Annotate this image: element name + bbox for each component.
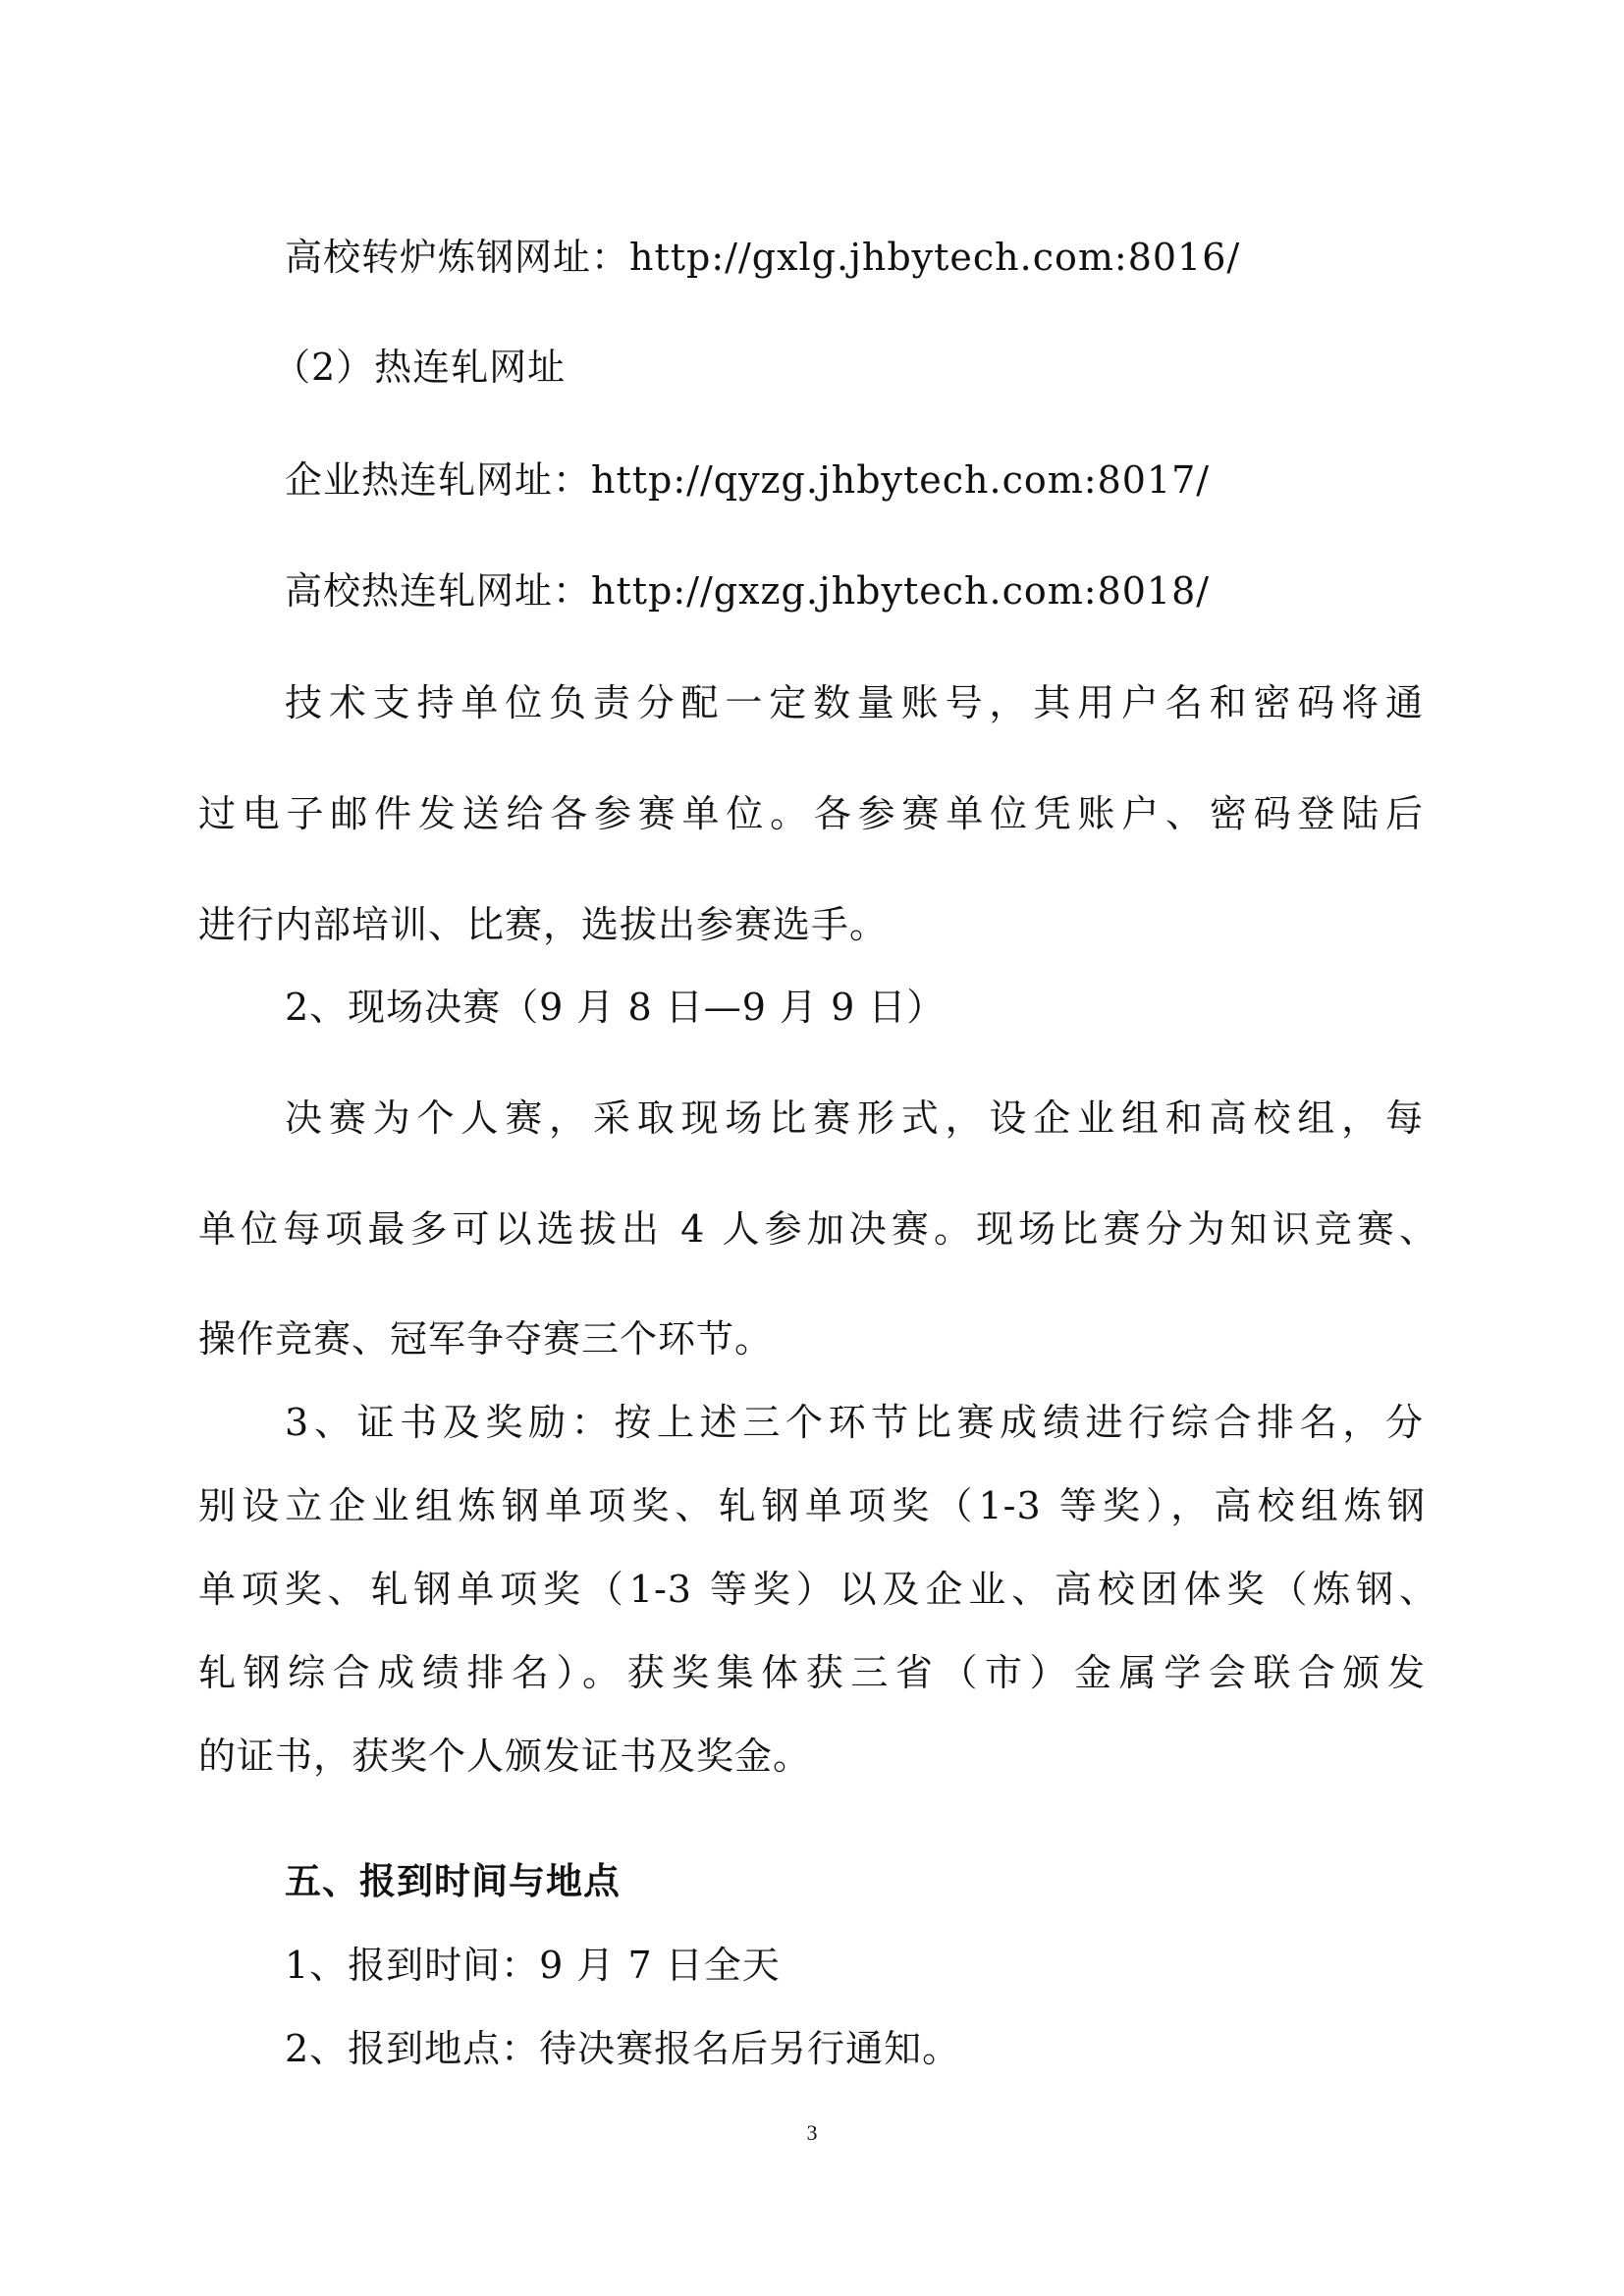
paragraph-text: 决赛为个人赛，采取现场比赛形式，设企业组和高校组，每 xyxy=(285,1096,1424,1140)
url-converter-university: 高校转炉炼钢网址：http://gxlg.jhbytech.com:8016/ xyxy=(285,236,1241,279)
registration-time: 1、报到时间：9 月 7 日全天 xyxy=(285,1944,781,1987)
url-hot-rolling-university: 高校热连轧网址：http://gxzg.jhbytech.com:8018/ xyxy=(285,569,1211,613)
section-finals-title: 2、现场决赛（9 月 8 日—9 月 9 日） xyxy=(285,986,946,1029)
paragraph-accounts-line-1 xyxy=(285,681,1424,724)
url-hot-rolling-enterprise: 企业热连轧网址：http://qyzg.jhbytech.com:8017/ xyxy=(285,458,1211,502)
paragraph-finals-line-1 xyxy=(285,1096,1424,1140)
paragraph-text: 别设立企业组炼钢单项奖、轧钢单项奖（1-3 等奖），高校组炼钢 xyxy=(198,1484,1426,1527)
paragraph-text: 单项奖、轧钢单项奖（1-3 等奖）以及企业、高校团体奖（炼钢、 xyxy=(198,1568,1437,1611)
paragraph-text: 单位每项最多可以选拔出 4 人参加决赛。现场比赛分为知识竞赛、 xyxy=(198,1207,1437,1251)
section-heading-registration: 五、报到时间与地点 xyxy=(285,1860,621,1902)
paragraph-text: 技术支持单位负责分配一定数量账号，其用户名和密码将通 xyxy=(285,681,1424,724)
paragraph-accounts-line-2 xyxy=(198,792,1424,835)
paragraph-finals-line-2 xyxy=(198,1207,1437,1251)
paragraph-awards-line-5: 的证书，获奖个人颁发证书及奖金。 xyxy=(198,1735,812,1778)
paragraph-awards-line-3 xyxy=(198,1568,1437,1611)
registration-location: 2、报到地点：待决赛报名后另行通知。 xyxy=(285,2027,961,2070)
paragraph-finals-line-3: 操作竞赛、冠军争夺赛三个环节。 xyxy=(198,1317,774,1361)
page-number: 3 xyxy=(806,2120,818,2145)
paragraph-awards-line-2 xyxy=(198,1484,1426,1527)
subheading-hot-rolling: （2）热连轧网址 xyxy=(273,346,567,389)
paragraph-awards-line-1 xyxy=(285,1401,1424,1444)
paragraph-text: 轧钢综合成绩排名）。获奖集体获三省（市）金属学会联合颁发 xyxy=(198,1651,1426,1694)
paragraph-awards-line-4 xyxy=(198,1651,1426,1694)
paragraph-accounts-line-3: 进行内部培训、比赛，选拔出参赛选手。 xyxy=(198,903,889,946)
paragraph-text: 3、证书及奖励：按上述三个环节比赛成绩进行综合排名，分 xyxy=(285,1401,1424,1444)
paragraph-text: 过电子邮件发送给各参赛单位。各参赛单位凭账户、密码登陆后 xyxy=(198,792,1424,835)
